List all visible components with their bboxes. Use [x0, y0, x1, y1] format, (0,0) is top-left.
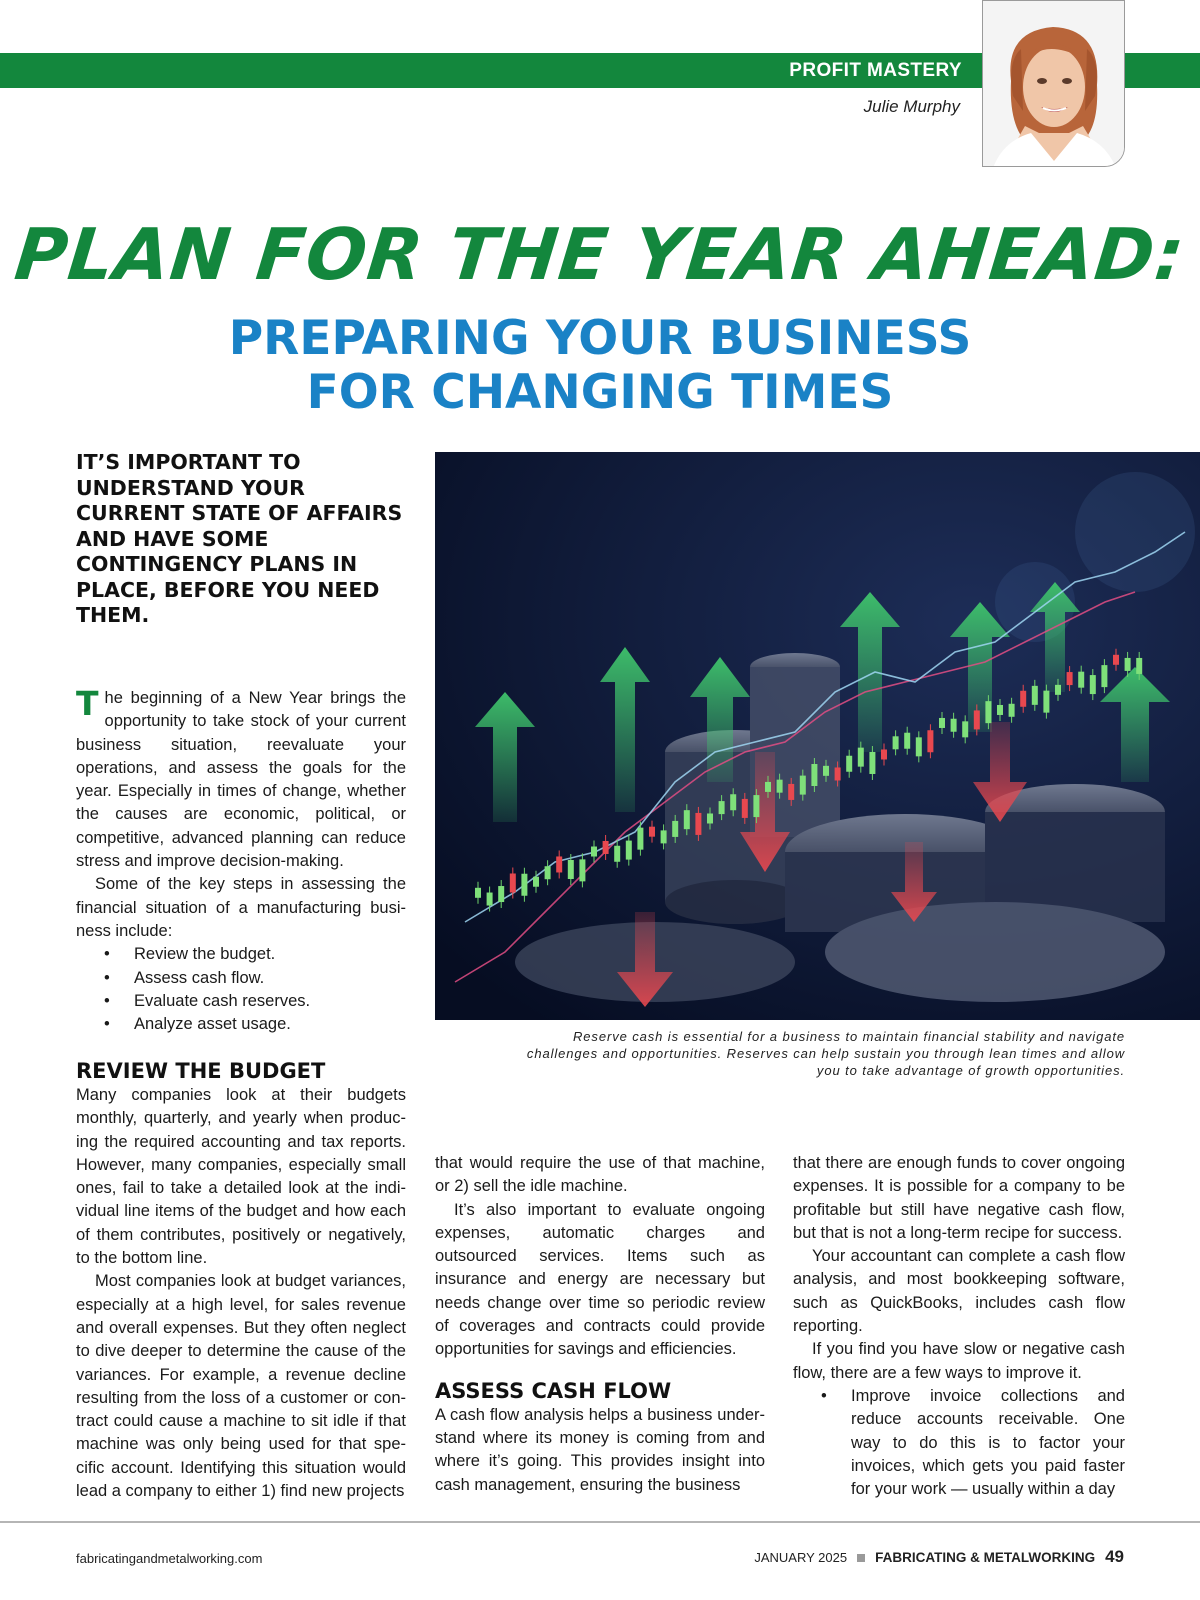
candle-body [510, 873, 516, 892]
candle-body [951, 719, 957, 732]
list-item: • Assess cash flow. [76, 967, 406, 990]
subtitle-line-1: PREPARING YOUR BUSINESS [228, 311, 972, 366]
body-paragraph: If you find you have slow or negative cash flow, there are a few ways to improve it. [793, 1340, 1125, 1382]
body-paragraph: that there are enough funds to cover ongoing expenses. It is possible for a company to be profitable but still have negative cash flow, but that is not a long-term recipe for success. [793, 1154, 1125, 1242]
candle-body [800, 776, 806, 795]
candle-body [661, 830, 667, 843]
candle-body [1055, 685, 1061, 695]
candle-body [823, 766, 829, 776]
heading-assess-cash-flow: ASSESS CASH FLOW [435, 1378, 672, 1403]
candle-body [487, 893, 493, 906]
intro-paragraph: The beginning of a New Year brings the opportunity to take stock of your current business situation, reevaluate your operations, and assess the goals for the year. Especially in times of change, whether the causes are economic, political, or competitive, advanced planning can reduce stress and improve decision-making. [76, 684, 406, 871]
candle-body [684, 810, 690, 829]
footer-website: fabricatingandmetalworking.com [76, 1551, 263, 1566]
candle-body [904, 733, 910, 749]
list-item: • Review the budget. [76, 943, 406, 966]
article-title: PLAN FOR THE YEAR AHEAD: [11, 213, 1189, 296]
candle-body [556, 856, 562, 872]
candle-body [1113, 655, 1119, 665]
candle-body [614, 846, 620, 862]
footer-divider [0, 1521, 1200, 1523]
candle-body [603, 841, 609, 854]
article-column-1-top [76, 684, 406, 1046]
candle-body [846, 756, 852, 772]
section-label: PROFIT MASTERY [789, 60, 962, 81]
candle-body [1078, 672, 1084, 688]
candle-body [1136, 658, 1142, 674]
candle-body [568, 860, 574, 879]
candle-body [533, 877, 539, 887]
candle-body [974, 710, 980, 729]
body-paragraph: Your accountant can complete a cash flow analysis, and most bookkeeping software, such as QuickBooks, includes cash flow reporting. [793, 1247, 1125, 1336]
article-column-1-bottom [76, 1058, 406, 1503]
candle-body [1009, 704, 1015, 717]
list-item: • Analyze asset usage. [76, 1013, 406, 1036]
candle-body [742, 799, 748, 818]
footer-issue-info [754, 1547, 1124, 1567]
candle-body [1090, 675, 1096, 694]
candle-body [962, 721, 968, 737]
candle-body [997, 705, 1003, 715]
candle-body [985, 701, 991, 723]
image-caption: Reserve cash is essential for a business to maintain financial stability and navigate challenges and opportunities. Reserves can help sustain you through lean times and allow you to take advantage of growth opportunities. [526, 1029, 1125, 1078]
candle-body [753, 795, 759, 817]
candle-body [637, 828, 643, 850]
candle-body [1125, 658, 1131, 671]
candle-body [858, 748, 864, 767]
candle-body [927, 730, 933, 752]
candle-body [788, 784, 794, 800]
candle-body [521, 874, 527, 896]
footer-issue-date: JANUARY 2025 [754, 1550, 848, 1565]
hero-image-finance-chart [435, 452, 1200, 1020]
candle-body [1020, 691, 1026, 707]
separator-square-icon [857, 1554, 865, 1562]
list-item: • Evaluate cash reserves. [76, 990, 406, 1013]
candle-body [649, 827, 655, 837]
footer-magazine-name: FABRICATING & METALWORKING [875, 1550, 1096, 1565]
candle-body [811, 764, 817, 786]
body-paragraph: Many companies look at their budgets monthly, quarterly, and yearly when producing the required accounting and tax reports. However, many companies, especially small ones, fail to take a detailed look at the individual line items of the budget and how each of them contributes, positively or negatively, to the bottom line. [76, 1086, 406, 1268]
candle-body [672, 821, 678, 837]
candle-body [777, 780, 783, 793]
page-number: 49 [1105, 1547, 1124, 1566]
author-headshot [982, 0, 1125, 167]
candle-body [916, 737, 922, 756]
candle-body [579, 859, 585, 881]
candle-body [1043, 691, 1049, 713]
drop-cap: T [76, 684, 99, 723]
candle-body [869, 752, 875, 774]
article-subtitle [0, 312, 1200, 420]
candle-body [881, 749, 887, 759]
candle-body [626, 841, 632, 860]
heading-review-budget: REVIEW THE BUDGET [76, 1059, 326, 1083]
subtitle-line-2: FOR CHANGING TIMES [306, 365, 894, 420]
candle-body [475, 888, 481, 898]
body-paragraph: A cash flow analysis helps a business understand where its money is coming from and where it’s going. This provides insight into cash management, ensuring the business [435, 1405, 765, 1494]
candle-body [545, 866, 551, 879]
candle-body [695, 813, 701, 835]
body-paragraph: Most companies look at budget variances, especially at a high level, for sales revenue and overall expenses. But they often neglect to dive deeper to determine the cause of the variances. For example, a revenue decline resulting from the loss of a customer or contract could cause a machine to sit idle if that machine was only being used for that specific account. Identifying this situation would lead a company to either 1) find new projects [76, 1272, 406, 1501]
author-byline: Julie Murphy [863, 97, 960, 116]
key-steps-list [76, 943, 406, 1036]
candle-body [1101, 665, 1107, 687]
pull-quote: IT’S IMPORTANT TO UNDERSTAND YOUR CURRENT STATE OF AFFAIRS AND HAVE SOME CONTINGENCY PLANS IN PLACE, BEFORE YOU NEED THEM. [76, 450, 403, 627]
candle-body [1067, 672, 1073, 685]
improvement-list [793, 1385, 1125, 1501]
candle-body [591, 847, 597, 857]
candle-body [893, 736, 899, 749]
article-column-2 [435, 1152, 765, 1497]
article-column-3 [793, 1152, 1125, 1501]
candle-body [707, 813, 713, 823]
candle-body [939, 718, 945, 728]
candle-body [1032, 686, 1038, 705]
candle-body [498, 886, 504, 902]
candle-body [719, 801, 725, 814]
body-paragraph: Some of the key steps in assessing the financial situation of a manufacturing business include: [76, 875, 406, 940]
list-item: • Improve invoice collections and reduce accounts receivable. One way to do this is to factor your invoices, which gets you paid faster for your work — usually within a day [793, 1385, 1125, 1501]
candle-body [730, 794, 736, 810]
candle-body [835, 767, 841, 780]
body-paragraph: It’s also important to evaluate ongoing expenses, automatic charges and outsourced services. Items such as insurance and energy are necessary but needs change over time so periodic review of coverages and contracts could provide opportunities for savings and efficiencies. [435, 1200, 765, 1359]
body-paragraph: that would require the use of that machine, or 2) sell the idle machine. [435, 1154, 765, 1196]
candle-body [765, 782, 771, 792]
